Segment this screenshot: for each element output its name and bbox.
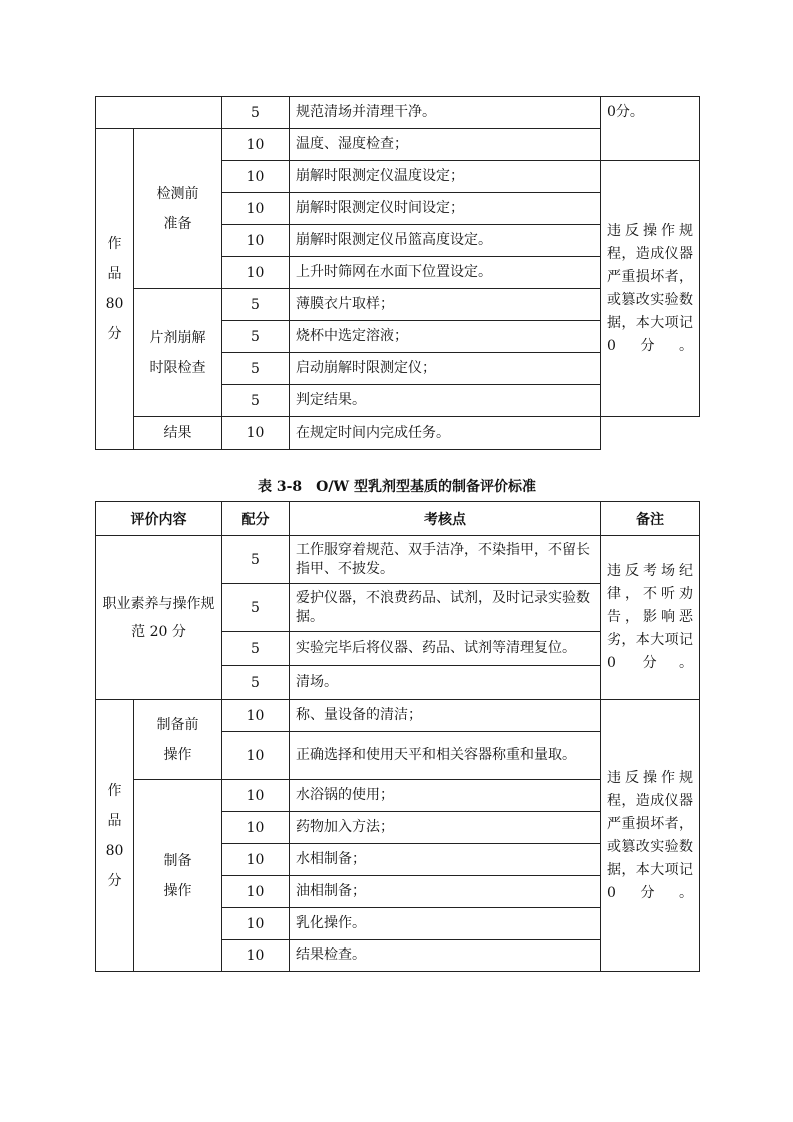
item-cell: 水浴锅的使用； — [290, 780, 601, 812]
score-cell: 5 — [222, 385, 290, 417]
header-item: 考核点 — [290, 502, 601, 536]
item-cell: 实验完毕后将仪器、药品、试剂等清理复位。 — [290, 632, 601, 666]
item-cell: 规范清场并清理干净。 — [290, 97, 601, 129]
item-cell: 温度、湿度检查； — [290, 129, 601, 161]
score-cell: 5 — [222, 536, 290, 584]
item-cell: 薄膜衣片取样； — [290, 289, 601, 321]
evaluation-table — [95, 501, 700, 972]
score-cell: 5 — [222, 321, 290, 353]
score-cell: 10 — [222, 257, 290, 289]
item-cell: 崩解时限测定仪吊篮高度设定。 — [290, 225, 601, 257]
group-label: 结果 — [134, 417, 222, 450]
item-cell: 水相制备； — [290, 844, 601, 876]
table-row — [96, 536, 700, 584]
score-cell: 10 — [222, 193, 290, 225]
score-cell: 5 — [222, 97, 290, 129]
header-content: 评价内容 — [96, 502, 222, 536]
table-header-row — [96, 502, 700, 536]
score-cell: 5 — [222, 289, 290, 321]
score-cell: 10 — [222, 940, 290, 972]
section-label: 职业素养与操作规范 20 分 — [96, 536, 222, 700]
section-label: 作 品 80 分 — [96, 129, 134, 450]
score-cell: 10 — [222, 417, 290, 450]
table-caption: 表 3-8 O/W 型乳剂型基质的制备评价标准 — [257, 479, 537, 495]
table-continued — [95, 96, 700, 450]
score-cell: 10 — [222, 908, 290, 940]
table-row — [96, 700, 700, 732]
score-cell: 10 — [222, 700, 290, 732]
table-row — [96, 417, 700, 450]
item-cell: 烧杯中选定溶液； — [290, 321, 601, 353]
group-label: 检测前 准备 — [134, 129, 222, 289]
item-cell: 爱护仪器，不浪费药品、试剂，及时记录实验数据。 — [290, 584, 601, 632]
item-cell: 药物加入方法； — [290, 812, 601, 844]
table-row — [96, 97, 700, 129]
score-cell: 10 — [222, 780, 290, 812]
score-cell: 10 — [222, 876, 290, 908]
score-cell: 5 — [222, 584, 290, 632]
score-cell: 10 — [222, 812, 290, 844]
item-cell: 工作服穿着规范、双手洁净，不染指甲，不留长指甲、不披发。 — [290, 536, 601, 584]
group-label: 制备前 操作 — [134, 700, 222, 780]
header-note: 备注 — [601, 502, 700, 536]
item-cell: 在规定时间内完成任务。 — [290, 417, 601, 450]
item-cell: 乳化操作。 — [290, 908, 601, 940]
score-cell: 5 — [222, 666, 290, 700]
header-score: 配分 — [222, 502, 290, 536]
item-cell: 启动崩解时限测定仪； — [290, 353, 601, 385]
score-cell: 5 — [222, 632, 290, 666]
item-cell: 油相制备； — [290, 876, 601, 908]
item-cell: 结果检查。 — [290, 940, 601, 972]
section-label: 作 品 80 分 — [96, 700, 134, 972]
score-cell: 5 — [222, 353, 290, 385]
score-cell: 10 — [222, 161, 290, 193]
item-cell: 崩解时限测定仪温度设定； — [290, 161, 601, 193]
score-cell: 10 — [222, 844, 290, 876]
item-cell: 正确选择和使用天平和相关容器称重和量取。 — [290, 732, 601, 780]
item-cell: 称、量设备的清洁； — [290, 700, 601, 732]
remark-cell: 违反考场纪律，不听劝告，影响恶劣，本大项记 0 分。 — [601, 536, 700, 700]
remark-cell: 0分。 — [601, 97, 700, 161]
group-label: 制备 操作 — [134, 780, 222, 972]
score-cell: 10 — [222, 732, 290, 780]
item-cell: 判定结果。 — [290, 385, 601, 417]
item-cell: 崩解时限测定仪时间设定； — [290, 193, 601, 225]
score-cell: 10 — [222, 129, 290, 161]
remark-cell: 违反操作规程，造成仪器严重损坏者，或篡改实验数据，本大项记0分。 — [601, 161, 700, 417]
remark-cell: 违反操作规程，造成仪器严重损坏者，或篡改实验数据，本大项记0分。 — [601, 700, 700, 972]
item-cell: 清场。 — [290, 666, 601, 700]
item-cell: 上升时筛网在水面下位置设定。 — [290, 257, 601, 289]
score-cell: 10 — [222, 225, 290, 257]
group-label: 片剂崩解 时限检查 — [134, 289, 222, 417]
